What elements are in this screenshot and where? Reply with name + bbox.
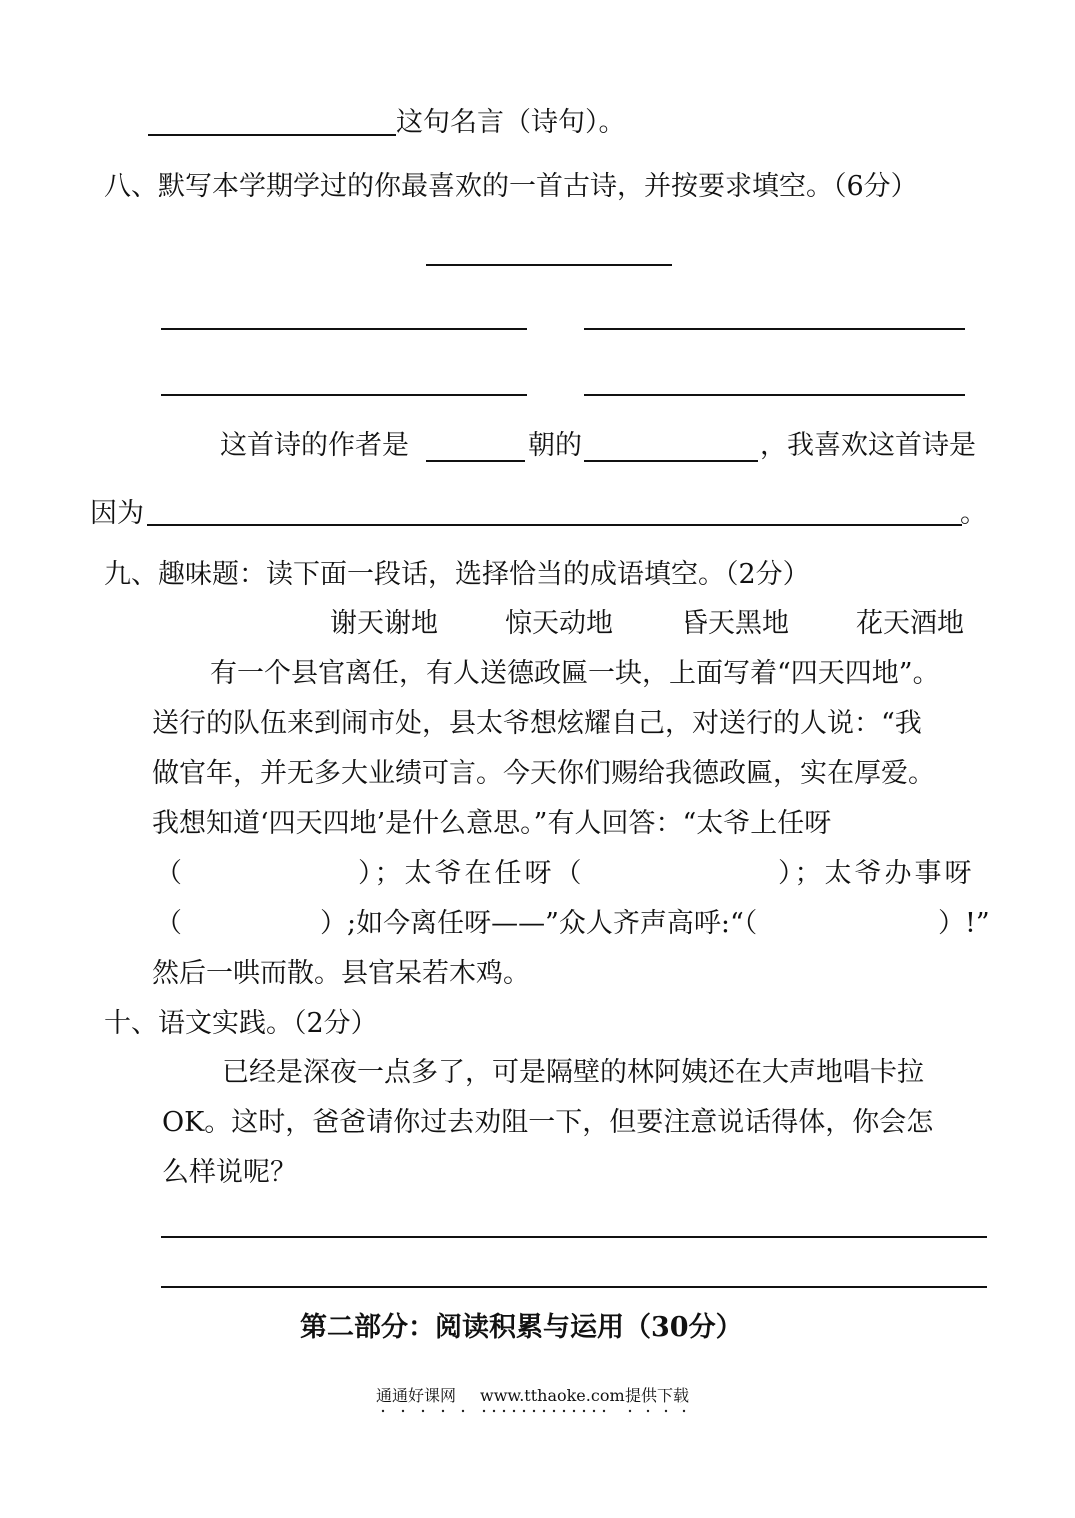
dynasty-suffix: 朝的 xyxy=(528,430,582,461)
story-line-6-end: ）!” xyxy=(938,908,990,939)
emphasis-dots-graphic xyxy=(380,1407,700,1415)
like-suffix: ，我喜欢这首诗是 xyxy=(760,430,976,461)
q7-tail-text: 这句名言（诗句）。 xyxy=(396,107,626,138)
story-line-6-open: （ xyxy=(155,908,182,939)
footer-suffix: 提供下载 xyxy=(625,1386,690,1405)
author-blank[interactable] xyxy=(584,460,758,462)
dynasty-blank[interactable] xyxy=(426,460,525,462)
q10-answer-blank-1[interactable] xyxy=(161,1236,987,1238)
q10-line-3: 么样说呢？ xyxy=(162,1157,297,1188)
q10-line-2: OK。这时，爸爸请你过去劝阻一下，但要注意说话得体，你会怎 xyxy=(162,1107,934,1138)
story-line-6-mid: ）;如今离任呀——”众人齐声高呼:“（ xyxy=(320,908,758,939)
poem-line-blank-4[interactable] xyxy=(584,394,965,396)
q8-heading: 八、默写本学期学过的你最喜欢的一首古诗，并按要求填空。（6分） xyxy=(104,171,918,202)
q9-heading: 九、趣味题：读下面一段话，选择恰当的成语填空。（2分） xyxy=(104,559,810,590)
section-2-title: 第二部分：阅读积累与运用（30分） xyxy=(300,1312,743,1343)
story-line-2: 送行的队伍来到闹市处，县太爷想炫耀自己，对送行的人说：“我 xyxy=(152,708,922,739)
idiom-option-3: 昏天黑地 xyxy=(681,608,789,639)
answer-blank-q7[interactable] xyxy=(148,134,396,136)
footer-url[interactable]: www.tthaoke.com xyxy=(480,1386,625,1405)
story-line-4: 我想知道‘四天四地’是什么意思。”有人回答：“太爷上任呀 xyxy=(152,808,832,839)
q10-heading: 十、语文实践。（2分） xyxy=(104,1008,378,1039)
poem-title-blank[interactable] xyxy=(426,264,672,266)
story-line-5-mid: ）；太爷在任呀（ xyxy=(358,858,585,889)
author-prefix: 这首诗的作者是 xyxy=(220,430,409,461)
story-line-1: 有一个县官离任，有人送德政匾一块，上面写着“四天四地”。 xyxy=(210,658,940,689)
q10-line-1: 已经是深夜一点多了，可是隔壁的林阿姨还在大声地唱卡拉 xyxy=(222,1057,924,1088)
story-line-5-open: （ xyxy=(155,858,182,889)
footer-site-name: 通通好课网 xyxy=(376,1386,457,1405)
because-label: 因为 xyxy=(90,498,144,529)
footer-emphasis-dots xyxy=(380,1406,700,1414)
poem-line-blank-1[interactable] xyxy=(161,328,527,330)
story-line-3: 做官年，并无多大业绩可言。今天你们赐给我德政匾，实在厚爱。 xyxy=(152,758,935,789)
idiom-option-2: 惊天动地 xyxy=(505,608,613,639)
q10-answer-blank-2[interactable] xyxy=(161,1286,987,1288)
story-line-7: 然后一哄而散。县官呆若木鸡。 xyxy=(152,958,530,989)
poem-line-blank-3[interactable] xyxy=(161,394,527,396)
idiom-option-1: 谢天谢地 xyxy=(330,608,438,639)
story-line-5-end: ）；太爷办事呀 xyxy=(778,858,975,889)
poem-line-blank-2[interactable] xyxy=(584,328,965,330)
because-end-mark: 。 xyxy=(960,498,987,529)
idiom-option-4: 花天酒地 xyxy=(856,608,964,639)
reason-blank[interactable] xyxy=(147,524,962,526)
